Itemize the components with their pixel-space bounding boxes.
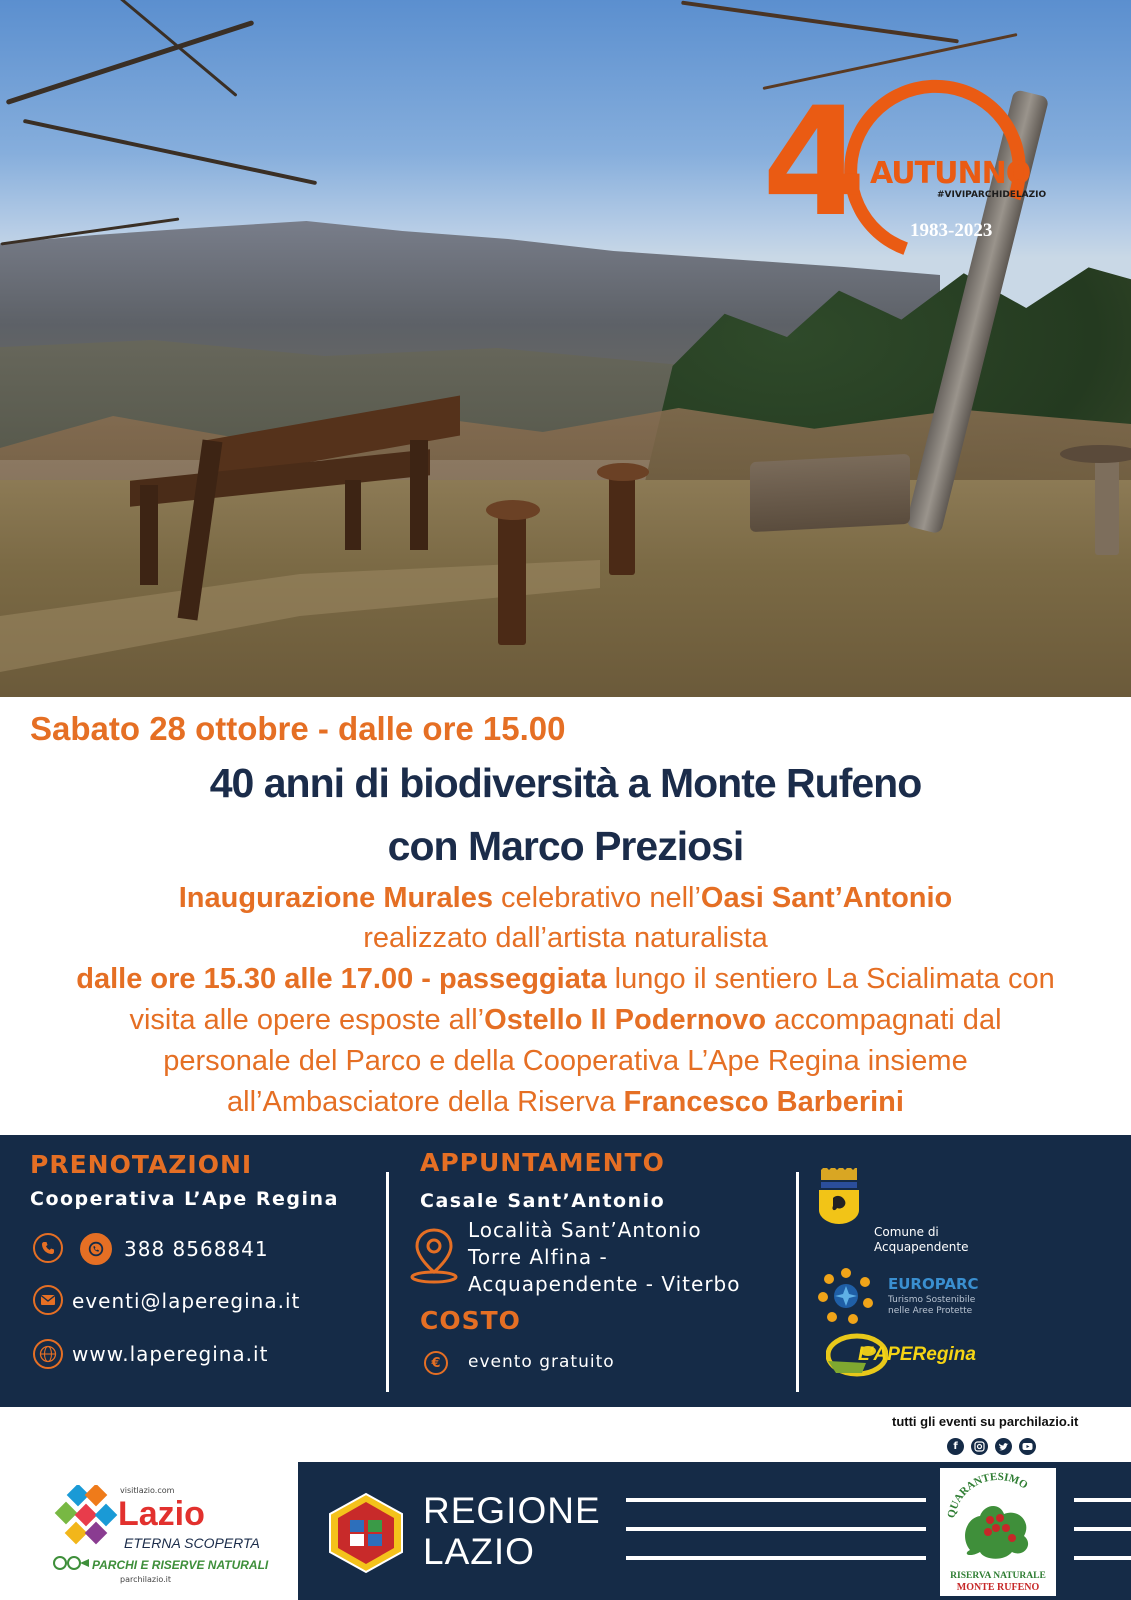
lazio-name: Lazio: [118, 1495, 205, 1533]
facebook-icon[interactable]: f: [947, 1438, 964, 1455]
europarc-tagline: nelle Aree Protette: [888, 1306, 973, 1316]
instagram-icon[interactable]: [971, 1438, 988, 1455]
decorative-stripe: [1074, 1527, 1131, 1531]
phone-icon: [33, 1233, 63, 1263]
highlight-text: Francesco Barberini: [623, 1086, 904, 1118]
riserva-badge: [940, 1468, 1056, 1596]
highlight-text: Inaugurazione Murales: [178, 882, 493, 914]
description-line: [0, 963, 1131, 996]
whatsapp-icon: [80, 1233, 112, 1265]
branch: [681, 1, 959, 44]
logo-years: 1983-2023: [910, 220, 993, 241]
costo-heading: COSTO: [420, 1306, 521, 1335]
column-divider: [386, 1172, 389, 1392]
address-line: Località Sant’Antonio: [468, 1218, 702, 1242]
prenotazioni-org: Cooperativa L’Ape Regina: [30, 1188, 339, 1210]
euro-icon: €: [424, 1351, 448, 1375]
bench-leg: [140, 485, 158, 585]
europarc-tagline: Turismo Sostenibile: [888, 1295, 976, 1305]
riserva-arc-text: QUARANTESIMO: [945, 1470, 1030, 1520]
wooden-post-top: [1060, 445, 1131, 463]
event-date: Sabato 28 ottobre - dalle ore 15.00: [30, 710, 566, 747]
wooden-post: [1095, 455, 1119, 555]
highlight-text: dalle ore 15.30 alle 17.00 - passeggiata: [76, 963, 607, 995]
riserva-label: MONTE RUFENO: [956, 1582, 1040, 1593]
text-span: visita alle opere esposte all’: [129, 1004, 485, 1036]
comune-label: Comune di: [874, 1225, 939, 1239]
text-span: accompagnati dal: [766, 1004, 1002, 1036]
text-span: lungo il sentiero La Scialimata con: [606, 963, 1055, 995]
event-title-line1: 40 anni di biodiversità a Monte Rufeno: [209, 760, 922, 806]
column-divider: [796, 1172, 799, 1392]
address-line: Torre Alfina -: [468, 1245, 608, 1269]
events-note[interactable]: tutti gli eventi su parchilazio.it: [892, 1414, 1079, 1429]
hero-photo: [0, 0, 1131, 697]
autunno-40-logo: [762, 78, 1052, 268]
text-span: celebrativo nell’: [492, 882, 701, 914]
comune-coat-of-arms-icon: [815, 1168, 863, 1226]
description-line: personale del Parco e della Cooperativa L’Ape Regina insieme: [163, 1045, 968, 1077]
branch: [23, 119, 317, 185]
globe-icon: [33, 1339, 63, 1369]
bench-leg: [345, 480, 361, 550]
prenotazioni-heading: PRENOTAZIONI: [30, 1150, 253, 1179]
highlight-text: Oasi Sant’Antonio: [700, 882, 953, 914]
highlight-text: Ostello Il Podernovo: [484, 1004, 767, 1036]
branch: [6, 20, 255, 105]
owl-icon: [52, 1554, 90, 1572]
appuntamento-heading: APPUNTAMENTO: [420, 1148, 665, 1177]
appuntamento-place: Casale Sant’Antonio: [420, 1190, 666, 1212]
wooden-post-top: [486, 500, 540, 520]
decorative-stripe: [1074, 1556, 1131, 1560]
wooden-post-top: [597, 463, 649, 481]
branch: [82, 0, 237, 97]
fallen-log: [750, 454, 910, 532]
lazio-tagline: ETERNA SCOPERTA: [124, 1535, 260, 1551]
logo-word: AUTUNNO: [870, 156, 1031, 191]
event-title-line2: con Marco Preziosi: [387, 823, 744, 869]
address-line: Acquapendente - Viterbo: [468, 1272, 741, 1296]
aperegina-logo-text: L’APERegina: [858, 1344, 976, 1365]
logo-hashtag: #VIVIPARCHIDELAZIO: [937, 190, 1047, 200]
wooden-post: [609, 470, 635, 575]
decorative-stripe: [626, 1527, 926, 1531]
decorative-stripe: [626, 1498, 926, 1502]
youtube-icon[interactable]: [1019, 1438, 1036, 1455]
email-icon: [33, 1285, 63, 1315]
location-pin-icon: [408, 1226, 460, 1290]
description-line: [0, 1086, 1131, 1119]
twitter-icon[interactable]: [995, 1438, 1012, 1455]
text-span: all’Ambasciatore della Riserva: [227, 1086, 624, 1118]
email-address[interactable]: eventi@laperegina.it: [72, 1289, 301, 1313]
europarc-name: EUROPARC: [888, 1275, 979, 1293]
decorative-stripe: [1074, 1498, 1131, 1502]
decorative-stripe: [626, 1556, 926, 1560]
website-link[interactable]: www.laperegina.it: [72, 1342, 269, 1366]
wooden-post: [498, 505, 526, 645]
lazio-parchi: PARCHI E RISERVE NATURALI: [92, 1558, 269, 1572]
costo-value: evento gratuito: [468, 1352, 615, 1372]
logo-number: 4: [762, 76, 867, 250]
riserva-label: RISERVA NATURALE: [950, 1571, 1046, 1581]
regione-label: LAZIO: [423, 1531, 535, 1572]
lazio-mosaic-icon: [52, 1485, 122, 1551]
phone-number[interactable]: 388 8568841: [124, 1237, 269, 1261]
europarc-logo-icon: [815, 1265, 877, 1327]
lazio-url-top: visitlazio.com: [120, 1486, 175, 1495]
regione-label: REGIONE: [423, 1490, 601, 1531]
description-line: [0, 882, 1131, 915]
lazio-url-bottom: parchilazio.it: [120, 1575, 171, 1584]
description-line: [0, 1004, 1131, 1037]
description-line: realizzato dall’artista naturalista: [363, 922, 768, 954]
regione-coat-of-arms-icon: [328, 1492, 404, 1574]
bench-leg: [410, 440, 428, 550]
comune-label: Acquapendente: [874, 1240, 969, 1254]
